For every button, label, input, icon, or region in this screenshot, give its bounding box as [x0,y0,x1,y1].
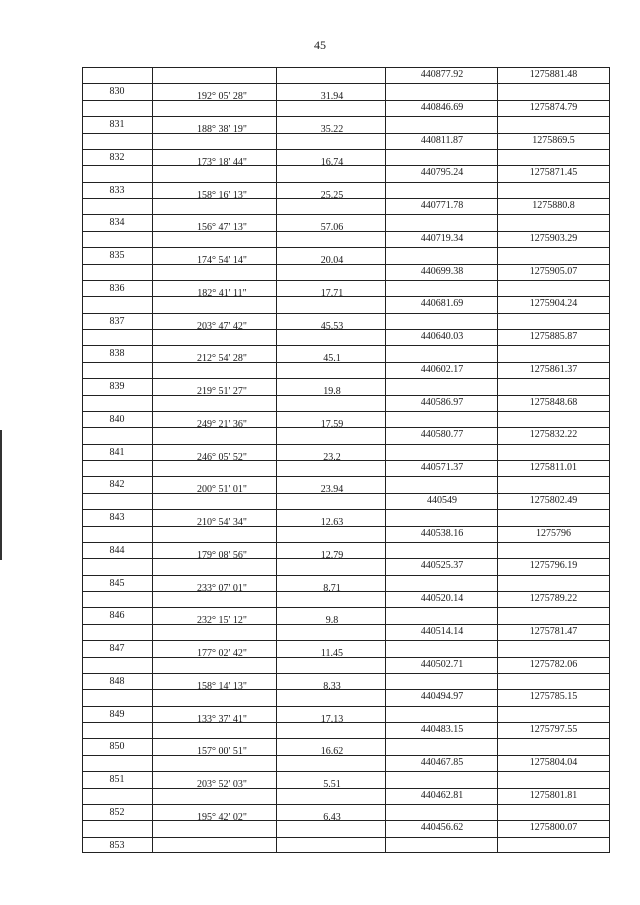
row-divider [82,738,610,739]
y-coordinate: 1275785.15 [529,691,578,702]
row-divider [82,345,610,346]
x-coordinate: 440456.62 [420,822,464,833]
segment-length: 20.04 [320,255,344,266]
y-coordinate: 1275789.22 [529,593,578,604]
point-number: 842 [109,479,125,490]
x-coordinate: 440877.92 [420,69,464,80]
segment-length: 17.71 [320,288,344,299]
direction-angle: 156° 47' 13" [197,222,247,233]
direction-angle: 173° 18' 44" [197,157,247,168]
point-number: 830 [109,86,125,97]
scan-edge-mark [0,430,2,560]
segment-length: 12.63 [320,517,344,528]
point-number: 843 [109,512,125,523]
row-divider [82,411,610,412]
direction-angle: 212° 54' 28" [197,353,247,364]
row-divider [82,378,610,379]
segment-length: 45.1 [323,353,341,364]
direction-angle: 249° 21' 36" [197,419,247,430]
point-number: 844 [109,545,125,556]
y-coordinate: 1275848.68 [529,397,578,408]
row-divider [82,182,610,183]
x-coordinate: 440502.71 [420,659,464,670]
direction-angle: 174° 54' 14" [197,255,247,266]
point-number: 847 [109,643,125,654]
segment-length: 45.53 [320,321,344,332]
x-coordinate: 440681.69 [420,298,464,309]
segment-length: 16.74 [320,157,344,168]
x-coordinate: 440771.78 [420,200,464,211]
point-number: 848 [109,676,125,687]
point-number: 851 [109,774,125,785]
direction-angle: 158° 16' 13" [197,190,247,201]
x-coordinate: 440483.15 [420,724,464,735]
direction-angle: 210° 54' 34" [197,517,247,528]
point-number: 835 [109,250,125,261]
row-divider [82,607,610,608]
y-coordinate: 1275869.5 [532,135,575,146]
x-coordinate: 440514.14 [420,626,464,637]
segment-length: 5.51 [323,779,341,790]
segment-length: 12.79 [320,550,344,561]
coordinate-table [82,67,610,853]
y-coordinate: 1275905.07 [529,266,578,277]
segment-length: 17.59 [320,419,344,430]
x-coordinate: 440719.34 [420,233,464,244]
segment-length: 9.8 [325,615,339,626]
direction-angle: 200° 51' 01" [197,484,247,495]
point-number: 832 [109,152,125,163]
point-number: 841 [109,447,125,458]
x-coordinate: 440462.81 [420,790,464,801]
row-divider [82,706,610,707]
x-coordinate: 440571.37 [420,462,464,473]
segment-length: 8.71 [323,583,341,594]
row-divider [82,673,610,674]
point-number: 838 [109,348,125,359]
row-divider [82,280,610,281]
y-coordinate: 1275904.24 [529,298,578,309]
direction-angle: 182° 41' 11" [197,288,247,299]
segment-length: 6.43 [323,812,341,823]
x-coordinate: 440520.14 [420,593,464,604]
point-number: 831 [109,119,125,130]
direction-angle: 157° 00' 51" [197,746,247,757]
point-number: 839 [109,381,125,392]
segment-length: 35.22 [320,124,344,135]
x-coordinate: 440467.85 [420,757,464,768]
point-number: 837 [109,316,125,327]
row-divider [82,542,610,543]
row-divider [82,83,610,84]
row-divider [82,116,610,117]
y-coordinate: 1275903.29 [529,233,578,244]
direction-angle: 232° 15' 12" [197,615,247,626]
row-divider [82,214,610,215]
y-coordinate: 1275861.37 [529,364,578,375]
row-divider [82,476,610,477]
x-coordinate: 440811.87 [420,135,464,146]
y-coordinate: 1275874.79 [529,102,578,113]
x-coordinate: 440699.38 [420,266,464,277]
x-coordinate: 440846.69 [420,102,464,113]
point-number: 846 [109,610,125,621]
y-coordinate: 1275832.22 [529,429,578,440]
y-coordinate: 1275796 [536,528,571,539]
segment-length: 31.94 [320,91,344,102]
y-coordinate: 1275881.48 [529,69,578,80]
point-number: 853 [109,840,125,851]
point-number: 852 [109,807,125,818]
row-divider [82,804,610,805]
segment-length: 11.45 [320,648,344,659]
row-divider [82,575,610,576]
direction-angle: 133° 37' 41" [197,714,247,725]
y-coordinate: 1275871.45 [529,167,578,178]
direction-angle: 188° 38' 19" [197,124,247,135]
segment-length: 23.94 [320,484,344,495]
point-number: 836 [109,283,125,294]
direction-angle: 192° 05' 28" [197,91,247,102]
row-divider [82,509,610,510]
row-divider [82,640,610,641]
direction-angle: 219° 51' 27" [197,386,247,397]
y-coordinate: 1275811.01 [529,462,578,473]
y-coordinate: 1275800.07 [529,822,578,833]
point-number: 849 [109,709,125,720]
point-number: 850 [109,741,125,752]
row-divider [82,837,610,838]
y-coordinate: 1275885.87 [529,331,578,342]
direction-angle: 203° 47' 42" [197,321,247,332]
row-divider [82,149,610,150]
segment-length: 16.62 [320,746,344,757]
direction-angle: 177° 02' 42" [197,648,247,659]
direction-angle: 179° 08' 56" [197,550,247,561]
segment-length: 57.06 [320,222,344,233]
y-coordinate: 1275781.47 [529,626,578,637]
segment-length: 17.13 [320,714,344,725]
y-coordinate: 1275801.81 [529,790,578,801]
x-coordinate: 440494.97 [420,691,464,702]
row-divider [82,313,610,314]
direction-angle: 246° 05' 52" [197,452,247,463]
point-number: 834 [109,217,125,228]
page-number: 45 [314,38,326,52]
y-coordinate: 1275802.49 [529,495,578,506]
y-coordinate: 1275880.8 [532,200,575,211]
x-coordinate: 440549 [427,495,457,506]
row-divider [82,444,610,445]
y-coordinate: 1275804.04 [529,757,578,768]
segment-length: 23.2 [323,452,341,463]
direction-angle: 195° 42' 02" [197,812,247,823]
y-coordinate: 1275797.55 [529,724,578,735]
row-divider [82,771,610,772]
direction-angle: 203° 52' 03" [197,779,247,790]
point-number: 840 [109,414,125,425]
segment-length: 19.8 [323,386,341,397]
direction-angle: 158° 14' 13" [197,681,247,692]
segment-length: 8.33 [323,681,341,692]
x-coordinate: 440640.03 [420,331,464,342]
x-coordinate: 440538.16 [420,528,464,539]
x-coordinate: 440580.77 [420,429,464,440]
point-number: 845 [109,578,125,589]
segment-length: 25.25 [320,190,344,201]
point-number: 833 [109,185,125,196]
x-coordinate: 440602.17 [420,364,464,375]
direction-angle: 233° 07' 01" [197,583,247,594]
row-divider [82,247,610,248]
x-coordinate: 440525.37 [420,560,464,571]
y-coordinate: 1275782.06 [529,659,578,670]
x-coordinate: 440586.97 [420,397,464,408]
y-coordinate: 1275796.19 [529,560,578,571]
x-coordinate: 440795.24 [420,167,464,178]
